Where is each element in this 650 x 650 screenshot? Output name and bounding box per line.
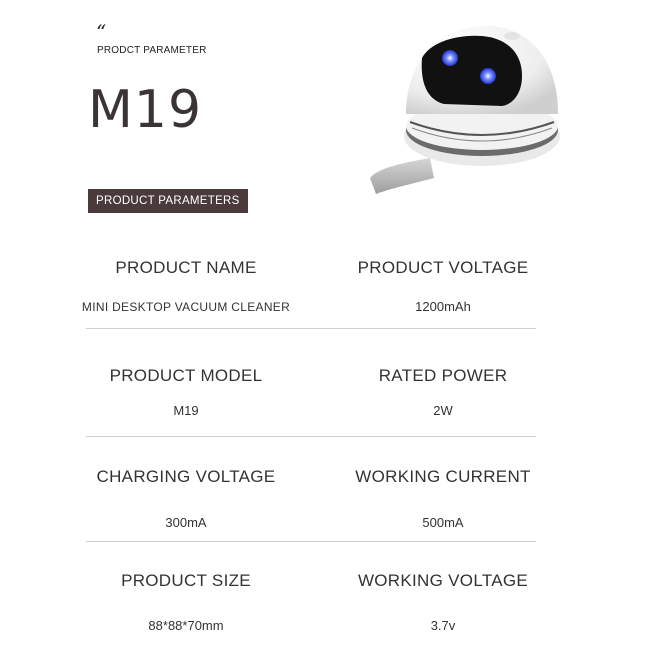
spec-value-product-model: M19 <box>173 403 199 418</box>
spec-value-product-voltage: 1200mAh <box>415 299 471 314</box>
spec-label-product-size: PRODUCT SIZE <box>121 571 251 590</box>
spec-label-working-voltage: WORKING VOLTAGE <box>357 571 529 590</box>
spec-label-rated-power: RATED POWER <box>378 366 508 385</box>
row-divider <box>86 328 536 329</box>
spec-value-working-current: 500mA <box>422 515 464 530</box>
row-divider <box>86 541 536 542</box>
eyebrow-label: PRODCT PARAMETER <box>97 45 207 56</box>
spec-value-working-voltage: 3.7v <box>430 618 456 633</box>
spec-label-charging-voltage: CHARGING VOLTAGE <box>96 467 276 486</box>
spec-label-product-model: PRODUCT MODEL <box>109 366 263 385</box>
spec-label-working-current: WORKING CURRENT <box>355 467 531 486</box>
nozzle-shape <box>370 158 434 194</box>
vacuum-cleaner-robot-image <box>362 18 562 200</box>
section-badge: PRODUCT PARAMETERS <box>88 189 248 213</box>
spec-value-rated-power: 2W <box>433 403 453 418</box>
model-title: M19 <box>88 80 203 140</box>
spec-label-product-voltage: PRODUCT VOLTAGE <box>357 258 529 277</box>
spec-value-charging-voltage: 300mA <box>165 515 207 530</box>
quote-mark: “ <box>96 20 107 44</box>
spec-value-product-size: 88*88*70mm <box>148 618 224 633</box>
left-eye-icon <box>442 50 458 66</box>
right-eye-icon <box>480 68 496 84</box>
face-visor <box>422 36 522 106</box>
spec-value-product-name: MINI DESKTOP VACUUM CLEANER <box>81 300 291 314</box>
row-divider <box>86 436 536 437</box>
spec-label-product-name: PRODUCT NAME <box>115 258 257 277</box>
